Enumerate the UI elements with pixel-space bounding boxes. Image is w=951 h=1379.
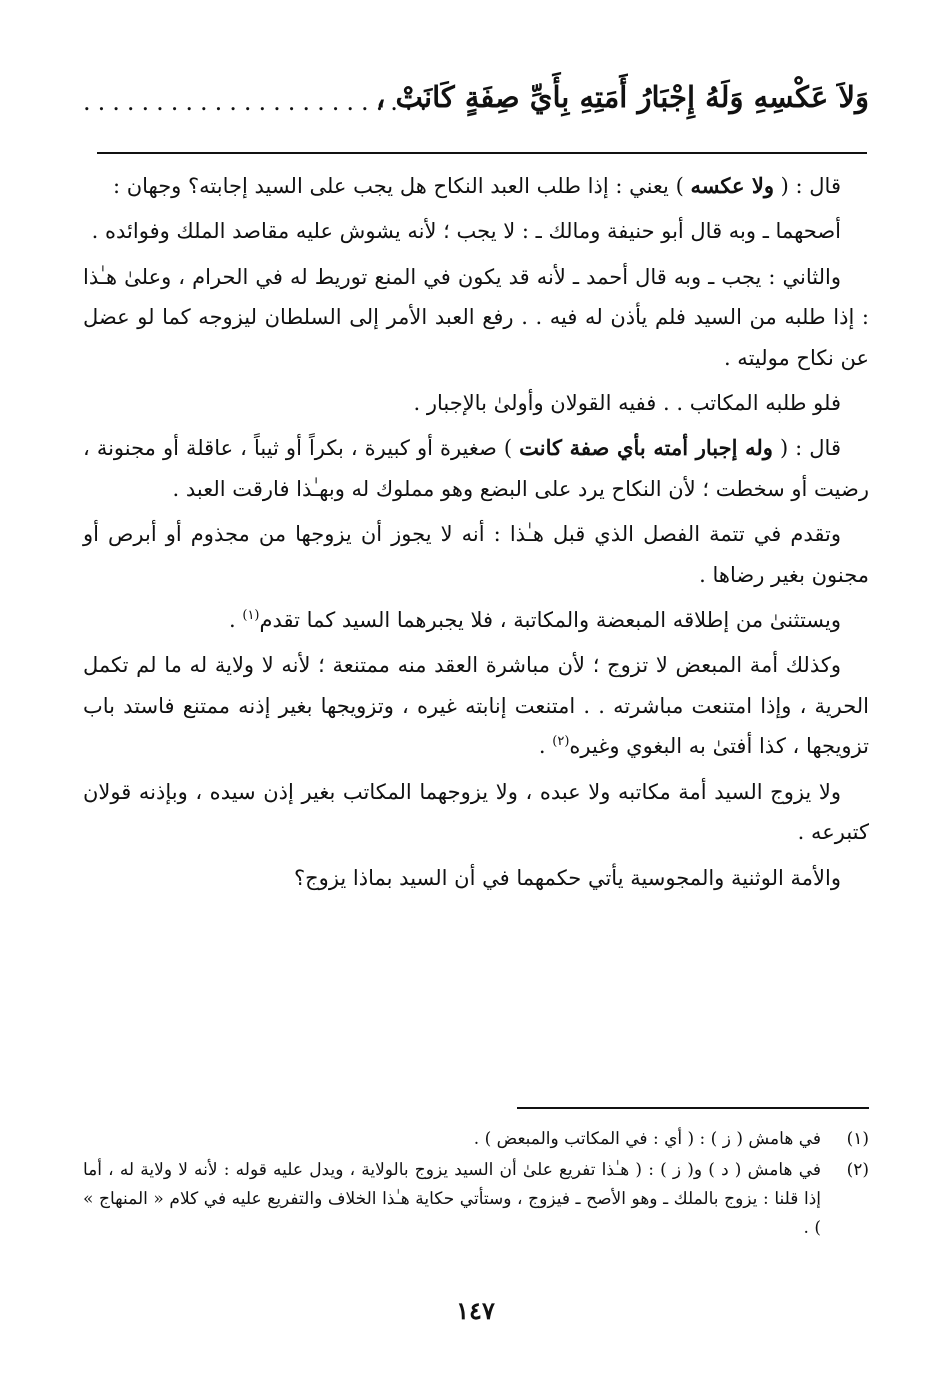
footnote-number: (١)	[846, 1129, 869, 1149]
footnote-ref-2[interactable]: (٢)	[552, 734, 570, 750]
footnote-text: في هامش ( ز ) : ( أي : في المكاتب والمبعض ) .	[473, 1129, 821, 1149]
header-divider	[97, 152, 867, 154]
matn-quote-2: وله إجبار أمته بأي صفة كانت	[519, 435, 773, 461]
footnote-divider	[517, 1107, 869, 1109]
paragraph-6: وتقدم في تتمة الفصل الذي قبل هـٰذا : أنه لا يجوز أن يزوجها من مجذوم أو أبرص أو مجنون بغير رضاها .	[83, 522, 869, 587]
paragraph-3: والثاني : يجب ـ وبه قال أحمد ـ لأنه قد يكون في المنع توريط له في الحرام ، وعلىٰ هـٰذا : إذا طلبه من السيد فلم يأذن له فيه . . رفع العبد الأمر إلى السلطان ليزوجه كما لو عضل عن نكاح موليته .	[83, 264, 869, 370]
matn-quote-1: ولا عكسه	[690, 173, 774, 198]
p5-pre: قال : (	[772, 436, 841, 461]
paragraph-9: ولا يزوج السيد أمة مكاتبه ولا عبده ، ولا يزوجهما المكاتب بغير إذن سيده ، وبإذنه قولان كتبرعه .	[83, 779, 869, 845]
footnote-1	[83, 1125, 869, 1154]
running-header	[83, 62, 869, 142]
paragraph-7	[83, 600, 869, 640]
footnote-text: في هامش ( د ) و( ز ) : ( هـٰذا تفريع علىٰ أن السيد يزوج بالولاية ، ويدل عليه قوله : لأنه لا ولاية له ، أما إذا قلنا : يزوج بالملك ـ وهو الأصح ـ فيزوج ، وستأتي حكاية هـٰذا الخلاف والتفريع عليه في كلام « المنهاج » ) .	[83, 1160, 821, 1238]
p7-text: ويستثنىٰ من إطلاقه المبعضة والمكاتبة ، فلا يجبرهما السيد كما تقدم	[259, 608, 841, 633]
paragraph-1	[83, 166, 869, 206]
paragraph-10: والأمة الوثنية والمجوسية يأتي حكمهما في أن السيد بماذا يزوج؟	[293, 865, 841, 890]
p8-end: .	[538, 734, 553, 759]
paragraph-8	[83, 645, 869, 766]
paragraph-2: أصحهما ـ وبه قال أبو حنيفة ومالك ـ : لا يجب ؛ لأنه يشوش عليه مقاصد الملك وفوائده .	[91, 219, 841, 244]
footnote-number: (٢)	[846, 1160, 869, 1180]
main-text	[83, 166, 869, 903]
footnotes	[83, 1125, 869, 1245]
p5-post: ) صغيرة أو كبيرة ، بكراً أو ثيباً ، عاقلة أو مجنونة ، رضيت أو سخطت ؛ لأن النكاح يرد على البضع وهو مملوك له وبهـٰذا فارقت العبد .	[83, 436, 869, 501]
p1-pre: قال : (	[774, 174, 841, 198]
p8-text: وكذلك أمة المبعض لا تزوج ؛ لأن مباشرة العقد منه ممتنعة ؛ لأنه لا ولاية له ما لم تكمل الحرية ، وإذا امتنعت مباشرته . . امتنعت إنابته غيره ، وتزويجها بغير إذنه ممتنع فاستد باب تزويجها ، كذا أفتىٰ به البغوي وغيره	[83, 653, 869, 759]
page-number: ١٤٧	[456, 1296, 495, 1325]
paragraph-4: فلو طلبه المكاتب . . ففيه القولان وأولىٰ بالإجبار .	[413, 391, 841, 416]
p1-post: ) يعني : إذا طلب العبد النكاح هل يجب على السيد إجابته؟ وجهان :	[112, 174, 691, 198]
header-dots: ........................	[83, 88, 435, 116]
header-title: وَلاَ عَكْسِهِ وَلَهُ إِجْبَارُ أَمَتِهِ بِأَيِّ صِفَةٍ كَانَتْ ،	[376, 80, 869, 114]
footnote-ref-1[interactable]: (١)	[242, 608, 260, 624]
paragraph-5	[83, 428, 869, 509]
footnote-2	[83, 1156, 869, 1243]
p7-end: .	[229, 608, 243, 633]
